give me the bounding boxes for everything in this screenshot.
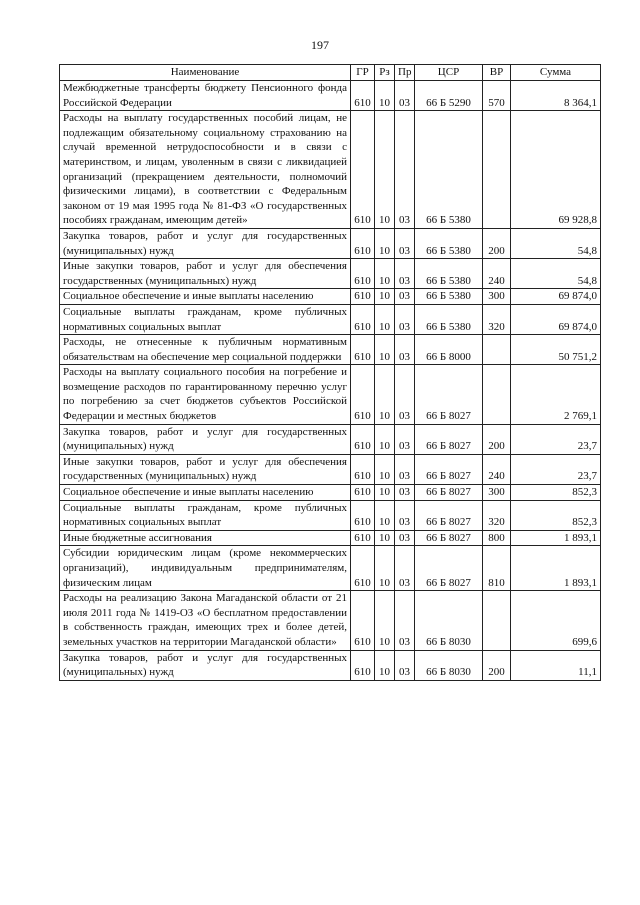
- row-gr: 610: [351, 650, 375, 680]
- row-sum: 23,7: [511, 424, 601, 454]
- row-sum: 54,8: [511, 259, 601, 289]
- table-row: [60, 111, 601, 229]
- row-vr: [483, 335, 511, 365]
- header-gr: ГР: [351, 65, 375, 81]
- row-gr: 610: [351, 485, 375, 501]
- row-rz: 10: [375, 228, 395, 258]
- row-vr: 320: [483, 304, 511, 334]
- header-name: Наименование: [60, 65, 351, 81]
- row-pr: 03: [395, 289, 415, 305]
- row-rz: 10: [375, 424, 395, 454]
- row-pr: 03: [395, 228, 415, 258]
- row-sum: 50 751,2: [511, 335, 601, 365]
- row-csr: 66 Б 8027: [415, 530, 483, 546]
- table-row: [60, 485, 601, 501]
- table-row: [60, 530, 601, 546]
- row-vr: 800: [483, 530, 511, 546]
- row-gr: 610: [351, 335, 375, 365]
- row-name: Межбюджетные трансферты бюджету Пенсионного фонда Российской Федерации: [60, 81, 351, 111]
- row-name: Социальные выплаты гражданам, кроме публичных нормативных социальных выплат: [60, 500, 351, 530]
- row-sum: 1 893,1: [511, 546, 601, 591]
- header-vr: ВР: [483, 65, 511, 81]
- row-vr: 320: [483, 500, 511, 530]
- row-sum: 69 874,0: [511, 289, 601, 305]
- row-rz: 10: [375, 81, 395, 111]
- table-row: [60, 335, 601, 365]
- table-row: [60, 454, 601, 484]
- row-rz: 10: [375, 454, 395, 484]
- row-pr: 03: [395, 424, 415, 454]
- table-row: [60, 365, 601, 424]
- row-pr: 03: [395, 546, 415, 591]
- row-gr: 610: [351, 81, 375, 111]
- row-csr: 66 Б 5290: [415, 81, 483, 111]
- row-vr: [483, 365, 511, 424]
- row-vr: 200: [483, 650, 511, 680]
- row-rz: 10: [375, 365, 395, 424]
- table-row: [60, 546, 601, 591]
- table-row: [60, 228, 601, 258]
- row-name: Иные бюджетные ассигнования: [60, 530, 351, 546]
- table-header: [60, 65, 601, 81]
- row-pr: 03: [395, 454, 415, 484]
- row-vr: 570: [483, 81, 511, 111]
- row-rz: 10: [375, 485, 395, 501]
- row-gr: 610: [351, 546, 375, 591]
- row-vr: [483, 111, 511, 229]
- row-pr: 03: [395, 485, 415, 501]
- row-name: Иные закупки товаров, работ и услуг для обеспечения государственных (муниципальных) нужд: [60, 454, 351, 484]
- table-row: [60, 304, 601, 334]
- row-name: Закупка товаров, работ и услуг для государственных (муниципальных) нужд: [60, 228, 351, 258]
- header-sum: Сумма: [511, 65, 601, 81]
- row-pr: 03: [395, 111, 415, 229]
- row-pr: 03: [395, 259, 415, 289]
- row-name: Расходы на выплату государственных пособий лицам, не подлежащим обязательному социальному страхованию на случай временной нетрудоспособности и в связи с материнством, и лицам, уволенным в связи с ликвидацией организаций (прекращением деятельности, полномочий физическими лицами), в соответствии с Федеральным законом от 19 мая 1995 года № 81-ФЗ «О государственных пособиях гражданам, имеющим детей»: [60, 111, 351, 229]
- header-pr: Пр: [395, 65, 415, 81]
- table-body: [60, 81, 601, 681]
- row-gr: 610: [351, 111, 375, 229]
- row-vr: 240: [483, 454, 511, 484]
- row-vr: 300: [483, 485, 511, 501]
- table-row: [60, 650, 601, 680]
- row-rz: 10: [375, 650, 395, 680]
- row-sum: 69 928,8: [511, 111, 601, 229]
- row-gr: 610: [351, 424, 375, 454]
- row-pr: 03: [395, 365, 415, 424]
- page-number: 197: [311, 38, 329, 52]
- row-gr: 610: [351, 365, 375, 424]
- row-csr: 66 Б 8027: [415, 500, 483, 530]
- row-csr: 66 Б 8027: [415, 365, 483, 424]
- row-csr: 66 Б 5380: [415, 289, 483, 305]
- table-row: [60, 289, 601, 305]
- row-sum: 54,8: [511, 228, 601, 258]
- row-name: Расходы, не отнесенные к публичным нормативным обязательствам на обеспечение мер социальной поддержки: [60, 335, 351, 365]
- row-pr: 03: [395, 81, 415, 111]
- row-rz: 10: [375, 304, 395, 334]
- row-csr: 66 Б 5380: [415, 259, 483, 289]
- row-name: Социальное обеспечение и иные выплаты населению: [60, 485, 351, 501]
- row-name: Социальное обеспечение и иные выплаты населению: [60, 289, 351, 305]
- row-gr: 610: [351, 289, 375, 305]
- row-csr: 66 Б 8027: [415, 546, 483, 591]
- row-rz: 10: [375, 546, 395, 591]
- row-gr: 610: [351, 500, 375, 530]
- row-rz: 10: [375, 500, 395, 530]
- row-name: Закупка товаров, работ и услуг для государственных (муниципальных) нужд: [60, 650, 351, 680]
- row-name: Иные закупки товаров, работ и услуг для обеспечения государственных (муниципальных) нужд: [60, 259, 351, 289]
- table-row: [60, 259, 601, 289]
- row-rz: 10: [375, 530, 395, 546]
- row-csr: 66 Б 8030: [415, 650, 483, 680]
- row-vr: [483, 591, 511, 650]
- row-name: Расходы на реализацию Закона Магаданской области от 21 июля 2011 года № 1419-ОЗ «О бесплатном предоставлении в собственность граждан, имеющих трех и более детей, земельных участков на территории Магаданской области»: [60, 591, 351, 650]
- row-rz: 10: [375, 289, 395, 305]
- row-name: Расходы на выплату социального пособия на погребение и возмещение расходов по гарантированному перечню услуг по погребению за счет бюджетов субъектов Российской Федерации и местных бюджетов: [60, 365, 351, 424]
- row-gr: 610: [351, 454, 375, 484]
- row-sum: 852,3: [511, 485, 601, 501]
- header-row: [60, 65, 601, 81]
- row-pr: 03: [395, 500, 415, 530]
- row-csr: 66 Б 5380: [415, 228, 483, 258]
- row-vr: 200: [483, 424, 511, 454]
- table-row: [60, 424, 601, 454]
- row-rz: 10: [375, 259, 395, 289]
- row-pr: 03: [395, 530, 415, 546]
- header-rz: Рз: [375, 65, 395, 81]
- row-pr: 03: [395, 650, 415, 680]
- row-sum: 1 893,1: [511, 530, 601, 546]
- row-sum: 11,1: [511, 650, 601, 680]
- row-pr: 03: [395, 591, 415, 650]
- table-row: [60, 81, 601, 111]
- row-rz: 10: [375, 591, 395, 650]
- table-row: [60, 500, 601, 530]
- row-vr: 200: [483, 228, 511, 258]
- row-gr: 610: [351, 259, 375, 289]
- row-csr: 66 Б 8027: [415, 454, 483, 484]
- row-gr: 610: [351, 228, 375, 258]
- row-rz: 10: [375, 111, 395, 229]
- row-pr: 03: [395, 304, 415, 334]
- row-csr: 66 Б 8027: [415, 485, 483, 501]
- row-sum: 69 874,0: [511, 304, 601, 334]
- row-csr: 66 Б 5380: [415, 304, 483, 334]
- budget-table: [59, 64, 601, 681]
- row-sum: 852,3: [511, 500, 601, 530]
- row-csr: 66 Б 8030: [415, 591, 483, 650]
- row-sum: 8 364,1: [511, 81, 601, 111]
- row-sum: 699,6: [511, 591, 601, 650]
- row-rz: 10: [375, 335, 395, 365]
- row-gr: 610: [351, 304, 375, 334]
- row-name: Закупка товаров, работ и услуг для государственных (муниципальных) нужд: [60, 424, 351, 454]
- header-csr: ЦСР: [415, 65, 483, 81]
- row-sum: 23,7: [511, 454, 601, 484]
- row-sum: 2 769,1: [511, 365, 601, 424]
- row-vr: 810: [483, 546, 511, 591]
- row-csr: 66 Б 8027: [415, 424, 483, 454]
- row-name: Субсидии юридическим лицам (кроме некоммерческих организаций), индивидуальным предпринимателям, физическим лицам: [60, 546, 351, 591]
- row-gr: 610: [351, 530, 375, 546]
- row-gr: 610: [351, 591, 375, 650]
- row-vr: 300: [483, 289, 511, 305]
- row-csr: 66 Б 8000: [415, 335, 483, 365]
- row-vr: 240: [483, 259, 511, 289]
- row-name: Социальные выплаты гражданам, кроме публичных нормативных социальных выплат: [60, 304, 351, 334]
- table-row: [60, 591, 601, 650]
- row-pr: 03: [395, 335, 415, 365]
- row-csr: 66 Б 5380: [415, 111, 483, 229]
